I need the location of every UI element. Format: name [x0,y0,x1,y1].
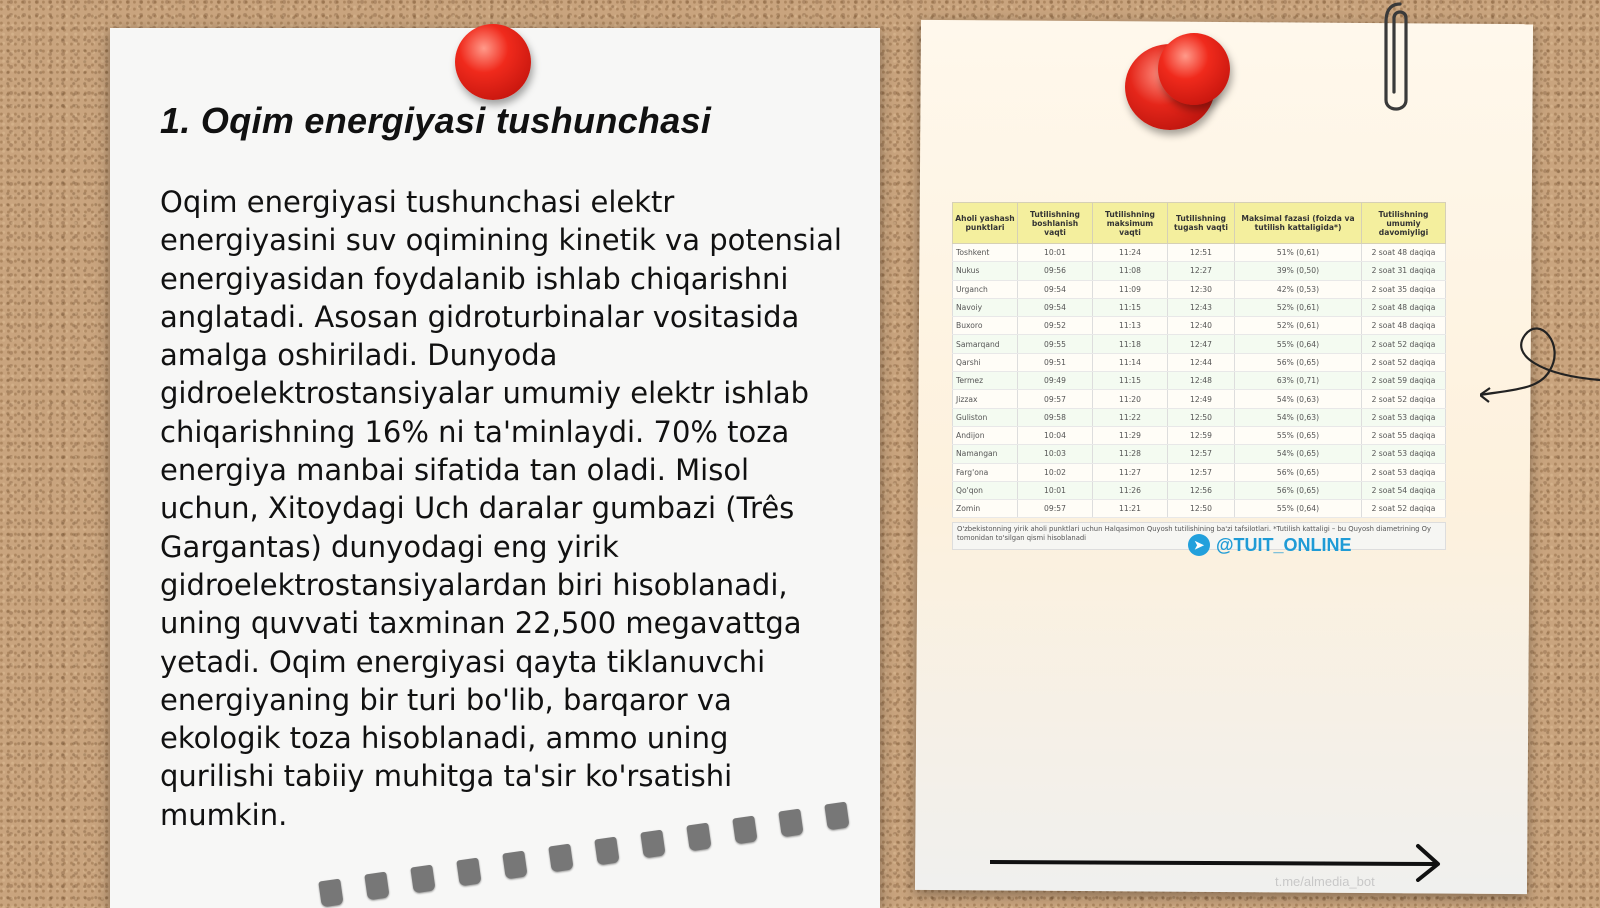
table-cell: 12:47 [1168,335,1235,353]
table-cell: 39% (0,50) [1235,262,1362,280]
table-cell: 2 soat 52 daqiqa [1362,390,1446,408]
table-cell: 11:13 [1093,317,1168,335]
table-cell: 12:51 [1168,244,1235,262]
table-cell: 54% (0,63) [1235,390,1362,408]
signature-text: t.me/almedia_bot [1275,874,1375,889]
table-row [953,390,1446,408]
table-cell: 11:22 [1093,408,1168,426]
table-cell: 12:59 [1168,426,1235,444]
table-cell: 10:02 [1018,463,1093,481]
notebook-tab [410,865,435,894]
watermark-text: @TUIT_ONLINE [1216,534,1352,555]
table-cell: 2 soat 53 daqiqa [1362,463,1446,481]
table-header-cell: Tutilishning umumiy davomiyligi [1362,203,1446,244]
table-cell: Qarshi [953,353,1018,371]
table-cell: 51% (0,61) [1235,244,1362,262]
table-cell: 11:27 [1093,463,1168,481]
table-cell: Farg'ona [953,463,1018,481]
notebook-tab [548,844,573,873]
table-cell: Andijon [953,426,1018,444]
table-cell: 2 soat 59 daqiqa [1362,372,1446,390]
table-cell: Zomin [953,500,1018,518]
table-cell: 2 soat 48 daqiqa [1362,244,1446,262]
table-header-cell: Tutilishning tugash vaqti [1168,203,1235,244]
table-cell: 09:57 [1018,500,1093,518]
table-row [953,500,1446,518]
table-cell: Qo'qon [953,481,1018,499]
table-cell: Samarqand [953,335,1018,353]
table-cell: 54% (0,63) [1235,408,1362,426]
table-cell: 11:15 [1093,298,1168,316]
table-cell: 11:14 [1093,353,1168,371]
table-cell: 11:09 [1093,280,1168,298]
table-cell: 09:52 [1018,317,1093,335]
table-cell: 12:57 [1168,463,1235,481]
table-cell: 11:18 [1093,335,1168,353]
table-cell: 12:40 [1168,317,1235,335]
table-row [953,280,1446,298]
table-cell: 09:57 [1018,390,1093,408]
table-row [953,335,1446,353]
telegram-watermark [1188,534,1352,556]
table-cell: 12:56 [1168,481,1235,499]
table-cell: 12:50 [1168,408,1235,426]
table-cell: 56% (0,65) [1235,481,1362,499]
notebook-tab [686,823,711,852]
table-cell: 2 soat 48 daqiqa [1362,317,1446,335]
table-cell: 2 soat 52 daqiqa [1362,335,1446,353]
table-header-row [953,203,1446,244]
notebook-tab [824,802,849,831]
table-cell: 2 soat 53 daqiqa [1362,408,1446,426]
table-row [953,244,1446,262]
table-cell: Termez [953,372,1018,390]
notebook-tab [640,830,665,859]
notebook-tab [318,879,343,908]
table-cell: 55% (0,65) [1235,426,1362,444]
table-cell: Namangan [953,445,1018,463]
notebook-tab [502,851,527,880]
table-cell: 12:48 [1168,372,1235,390]
table-header-cell: Aholi yashash punktlari [953,203,1018,244]
paperclip-icon [1378,0,1414,118]
table-cell: 10:01 [1018,244,1093,262]
table-row [953,262,1446,280]
telegram-icon: ➤ [1188,534,1210,556]
table-cell: 10:04 [1018,426,1093,444]
eclipse-data-table [952,202,1446,518]
table-cell: 10:01 [1018,481,1093,499]
table-cell: 12:44 [1168,353,1235,371]
table-cell: 63% (0,71) [1235,372,1362,390]
torn-notebook-edge [320,800,880,900]
table-cell: 09:58 [1018,408,1093,426]
table-cell: 12:57 [1168,445,1235,463]
red-pushpin-right-front [1158,33,1230,105]
table-cell: 54% (0,65) [1235,445,1362,463]
table-cell: 11:28 [1093,445,1168,463]
table-cell: 12:50 [1168,500,1235,518]
table-cell: 55% (0,64) [1235,335,1362,353]
table-cell: 56% (0,65) [1235,353,1362,371]
table-cell: 11:08 [1093,262,1168,280]
table-cell: 11:26 [1093,481,1168,499]
table-cell: 09:55 [1018,335,1093,353]
table-row [953,353,1446,371]
table-cell: Guliston [953,408,1018,426]
table-row [953,463,1446,481]
table-cell: 10:03 [1018,445,1093,463]
slide-title: 1. Oqim energiyasi tushunchasi [160,100,712,141]
table-cell: 2 soat 31 daqiqa [1362,262,1446,280]
table-cell: 11:29 [1093,426,1168,444]
table-row [953,298,1446,316]
table-cell: 09:49 [1018,372,1093,390]
table-cell: 2 soat 52 daqiqa [1362,500,1446,518]
table-cell: 09:56 [1018,262,1093,280]
table-cell: 52% (0,61) [1235,298,1362,316]
table-header-cell: Tutilishning maksimum vaqti [1093,203,1168,244]
table-cell: 09:54 [1018,280,1093,298]
table-row [953,481,1446,499]
table-cell: 09:51 [1018,353,1093,371]
table-cell: 12:30 [1168,280,1235,298]
table-cell: 55% (0,64) [1235,500,1362,518]
notebook-tab [594,837,619,866]
table-row [953,317,1446,335]
table-cell: 2 soat 48 daqiqa [1362,298,1446,316]
table-cell: 09:54 [1018,298,1093,316]
table-cell: Toshkent [953,244,1018,262]
table-cell: Jizzax [953,390,1018,408]
table-row [953,426,1446,444]
table-header-cell: Tutilishning boshlanish vaqti [1018,203,1093,244]
table-footnote: O'zbekistonning yirik aholi punktlari uchun Halqasimon Quyosh tutilishining ba'zi tafsilotlari. *Tutilish kattaligi – bu Quyosh diametrining Oy tomonidan to'silgan qismi hisoblanadi [952,522,1446,550]
table-cell: Navoiy [953,298,1018,316]
table-cell: 12:49 [1168,390,1235,408]
table-cell: 12:27 [1168,262,1235,280]
table-cell: Urganch [953,280,1018,298]
table-cell: 11:21 [1093,500,1168,518]
table-cell: 2 soat 35 daqiqa [1362,280,1446,298]
table-cell: Nukus [953,262,1018,280]
table-header-cell: Maksimal fazasi (foizda va tutilish kattaligida*) [1235,203,1362,244]
slide-body-text: Oqim energiyasi tushunchasi elektr energiyasini suv oqimining kinetik va potensial energiyasidan foydalanib ishlab chiqarishni anglatadi. Asosan gidroturbinalar vositasida amalga oshiriladi. Dunyoda gidroelektrostansiyalar umumiy elektr ishlab chiqarishning 16% ni ta'minlaydi. 70% toza energiya manbai sifatida tan oladi. Misol uchun, Xitoydagi Uch daralar gumbazi (Três Gargantas) dunyodagi eng yirik gidroelektrostansiyalardan biri hisoblanadi, uning quvvati taxminan 22,500 megavattga yetadi. Oqim energiyasi qayta tiklanuvchi energiyaning bir turi bo'lib, barqaror va ekologik toza hisoblanadi, ammo uning qurilishi tabiiy muhitga ta'sir ko'rsatishi mumkin. [160,185,842,832]
notebook-tab [364,872,389,901]
table-row [953,445,1446,463]
table-cell: 2 soat 54 daqiqa [1362,481,1446,499]
table-cell: 2 soat 55 daqiqa [1362,426,1446,444]
table-cell: 42% (0,53) [1235,280,1362,298]
table-cell: 11:20 [1093,390,1168,408]
table-cell: 11:24 [1093,244,1168,262]
curly-arrow-icon [1480,310,1600,410]
table-cell: 11:15 [1093,372,1168,390]
table-cell: 12:43 [1168,298,1235,316]
table-cell: 2 soat 52 daqiqa [1362,353,1446,371]
notebook-tab [456,858,481,887]
table-cell: 56% (0,65) [1235,463,1362,481]
table-row [953,408,1446,426]
table-cell: 2 soat 53 daqiqa [1362,445,1446,463]
table-row [953,372,1446,390]
notebook-tab [778,809,803,838]
notebook-tab [732,816,757,845]
right-arrow-icon [990,842,1450,882]
red-pushpin-left [455,24,531,100]
table-cell: Buxoro [953,317,1018,335]
table-cell: 52% (0,61) [1235,317,1362,335]
